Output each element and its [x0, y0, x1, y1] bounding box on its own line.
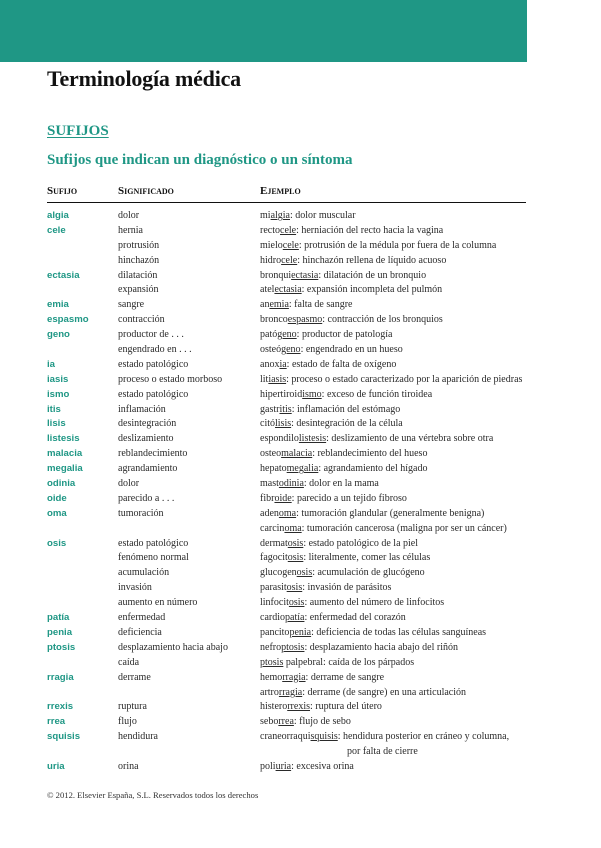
suffix-table [0, 209, 601, 775]
suffix-cell: ismo [47, 388, 70, 400]
meaning-cell: estado patológico [118, 537, 189, 549]
example-cell: espondilolistesis: deslizamiento de una vértebra sobre otra [260, 433, 494, 445]
example-cell: por falta de cierre [347, 746, 418, 758]
suffix-cell: rrea [47, 716, 66, 728]
example-cell: nefroptosis: desplazamiento hacia abajo del riñón [260, 641, 459, 653]
meaning-cell: flujo [118, 716, 137, 728]
example-cell: anemia: falta de sangre [260, 299, 353, 311]
meaning-cell: expansión [118, 284, 159, 296]
example-cell: hipertiroidismo: exceso de función tiroidea [260, 388, 433, 400]
example-cell: patógeno: productor de patología [260, 329, 393, 341]
example-cell: osteomalacia: reblandecimiento del hueso [260, 448, 428, 460]
example-cell: hepatomegalia: agrandamiento del hígado [260, 463, 428, 475]
table-row [0, 522, 601, 537]
header-color-band [0, 0, 527, 62]
suffix-cell: ptosis [47, 641, 76, 653]
example-cell: bronquiectasia: dilatación de un bronquio [260, 269, 427, 281]
suffix-cell: listesis [47, 433, 80, 445]
meaning-cell: reblandecimiento [118, 448, 188, 460]
header-rule [47, 202, 526, 203]
meaning-cell: caída [118, 656, 140, 668]
meaning-cell: productor de . . . [118, 329, 184, 341]
subsection-heading: Sufijos que indican un diagnóstico o un síntoma [47, 152, 353, 168]
table-row [0, 507, 601, 522]
table-row [0, 730, 601, 745]
suffix-cell: oide [47, 492, 67, 504]
example-cell: litiasis: proceso o estado caracterizado por la aparición de piedras [260, 373, 523, 385]
meaning-cell: dolor [118, 478, 140, 490]
example-cell: cardiopatía: enfermedad del corazón [260, 612, 406, 624]
example-cell: citólisis: desintegración de la célula [260, 418, 403, 430]
table-row [0, 358, 601, 373]
table-row [0, 373, 601, 388]
meaning-cell: acumulación [118, 567, 170, 579]
table-row [0, 343, 601, 358]
table-row [0, 596, 601, 611]
copyright-footer: © 2012. Elsevier España, S.L. Reservados todos los derechos [47, 790, 259, 800]
suffix-cell: penia [47, 626, 73, 638]
table-row [0, 298, 601, 313]
example-cell: glucogenosis: acumulación de glucógeno [260, 567, 425, 579]
table-row [0, 432, 601, 447]
meaning-cell: proceso o estado morboso [118, 373, 223, 385]
table-row [0, 209, 601, 224]
suffix-cell: algia [47, 210, 69, 221]
table-row [0, 745, 601, 760]
meaning-cell: dolor [118, 210, 140, 221]
suffix-cell: rragia [47, 671, 74, 683]
suffix-cell: cele [47, 224, 66, 236]
suffix-cell: oma [47, 507, 67, 519]
suffix-cell: squisis [47, 731, 81, 743]
suffix-cell: patía [47, 612, 70, 624]
meaning-cell: hinchazón [118, 254, 160, 266]
meaning-cell: sangre [118, 299, 145, 311]
example-cell: fibroide: parecido a un tejido fibroso [260, 492, 407, 504]
table-row [0, 492, 601, 507]
meaning-cell: deficiencia [118, 626, 162, 638]
column-header-significado: Significado [118, 185, 174, 197]
table-row [0, 403, 601, 418]
example-cell: craneorraquisquisis: hendidura posterior en cráneo y columna, [260, 731, 510, 743]
table-row [0, 447, 601, 462]
table-row [0, 254, 601, 269]
suffix-cell: emia [47, 299, 69, 311]
meaning-cell: enfermedad [118, 612, 166, 624]
example-cell: atelectasia: expansión incompleta del pulmón [260, 284, 443, 296]
example-cell: linfocitosis: aumento del número de linfocitos [260, 597, 445, 609]
table-row [0, 700, 601, 715]
example-cell: artrorragia: derrame (de sangre) en una articulación [260, 686, 467, 698]
table-row [0, 417, 601, 432]
table-row [0, 462, 601, 477]
meaning-cell: inflamación [118, 403, 166, 415]
example-cell: poliuria: excesiva orina [260, 760, 354, 772]
meaning-cell: hernia [118, 224, 143, 236]
column-header-sufijo: Sufijo [47, 185, 78, 197]
meaning-cell: protrusión [118, 239, 160, 251]
example-cell: histerorrexis: ruptura del útero [260, 701, 382, 713]
meaning-cell: derrame [118, 671, 151, 683]
meaning-cell: desintegración [118, 418, 177, 430]
meaning-cell: dilatación [118, 269, 158, 281]
table-row [0, 671, 601, 686]
meaning-cell: contracción [118, 314, 165, 326]
table-row [0, 566, 601, 581]
meaning-cell: deslizamiento [118, 433, 174, 445]
meaning-cell: engendrado en . . . [118, 344, 192, 356]
page-title: Terminología médica [47, 66, 241, 91]
table-row [0, 477, 601, 492]
table-row [0, 581, 601, 596]
table-row [0, 715, 601, 730]
suffix-cell: iasis [47, 373, 69, 385]
example-cell: carcinoma: tumoración cancerosa (maligna por ser un cáncer) [260, 522, 507, 534]
meaning-cell: estado patológico [118, 358, 189, 370]
example-cell: fagocitosis: literalmente, comer las células [260, 552, 431, 564]
table-row [0, 313, 601, 328]
column-header-ejemplo: Ejemplo [260, 185, 301, 197]
suffix-cell: uria [47, 760, 65, 772]
table-row [0, 537, 601, 552]
table-row [0, 626, 601, 641]
suffix-cell: lisis [47, 418, 66, 430]
suffix-cell: geno [47, 329, 70, 341]
suffix-cell: itis [47, 403, 61, 415]
example-cell: hidrocele: hinchazón rellena de líquido acuoso [260, 254, 447, 266]
meaning-cell: hendidura [118, 731, 158, 743]
meaning-cell: parecido a . . . [118, 492, 175, 504]
table-row [0, 686, 601, 701]
section-heading: SUFIJOS [47, 123, 109, 139]
meaning-cell: desplazamiento hacia abajo [118, 641, 228, 653]
example-cell: hemorragia: derrame de sangre [260, 671, 385, 683]
example-cell: rectocele: herniación del recto hacia la vagina [260, 224, 444, 236]
suffix-cell: osis [47, 537, 67, 549]
table-row [0, 283, 601, 298]
meaning-cell: invasión [118, 582, 152, 594]
meaning-cell: tumoración [118, 507, 164, 519]
suffix-cell: malacia [47, 448, 83, 460]
meaning-cell: fenómeno normal [118, 552, 189, 564]
meaning-cell: orina [118, 760, 139, 772]
example-cell: anoxia: estado de falta de oxígeno [260, 358, 397, 370]
example-cell: gastritis: inflamación del estómago [260, 403, 401, 415]
suffix-cell: espasmo [47, 314, 89, 326]
table-row [0, 328, 601, 343]
table-row [0, 656, 601, 671]
table-row [0, 224, 601, 239]
table-row [0, 269, 601, 284]
suffix-cell: rrexis [47, 701, 74, 713]
suffix-cell: odinia [47, 478, 76, 490]
table-row [0, 239, 601, 254]
example-cell: mielocele: protrusión de la médula por fuera de la columna [260, 239, 497, 251]
meaning-cell: estado patológico [118, 388, 189, 400]
example-cell: broncoespasmo: contracción de los bronquios [260, 314, 443, 326]
table-row [0, 551, 601, 566]
suffix-cell: ectasia [47, 269, 80, 281]
example-cell: pancitopenia: deficiencia de todas las células sanguíneas [260, 626, 487, 638]
meaning-cell: agrandamiento [118, 463, 178, 475]
table-row [0, 641, 601, 656]
meaning-cell: aumento en número [118, 597, 198, 609]
example-cell: mastodinia: dolor en la mama [260, 478, 379, 490]
example-cell: seborrea: flujo de sebo [260, 716, 351, 728]
example-cell: mialgia: dolor muscular [260, 210, 356, 221]
table-row [0, 611, 601, 626]
suffix-cell: ia [47, 358, 56, 370]
example-cell: ptosis palpebral: caída de los párpados [260, 656, 415, 668]
meaning-cell: ruptura [118, 701, 147, 713]
example-cell: osteógeno: engendrado en un hueso [260, 344, 403, 356]
table-row [0, 760, 601, 775]
example-cell: parasitosis: invasión de parásitos [260, 582, 392, 594]
table-row [0, 388, 601, 403]
suffix-cell: megalia [47, 463, 83, 475]
example-cell: dermatosis: estado patológico de la piel [260, 537, 419, 549]
example-cell: adenoma: tumoración glandular (generalmente benigna) [260, 507, 485, 519]
